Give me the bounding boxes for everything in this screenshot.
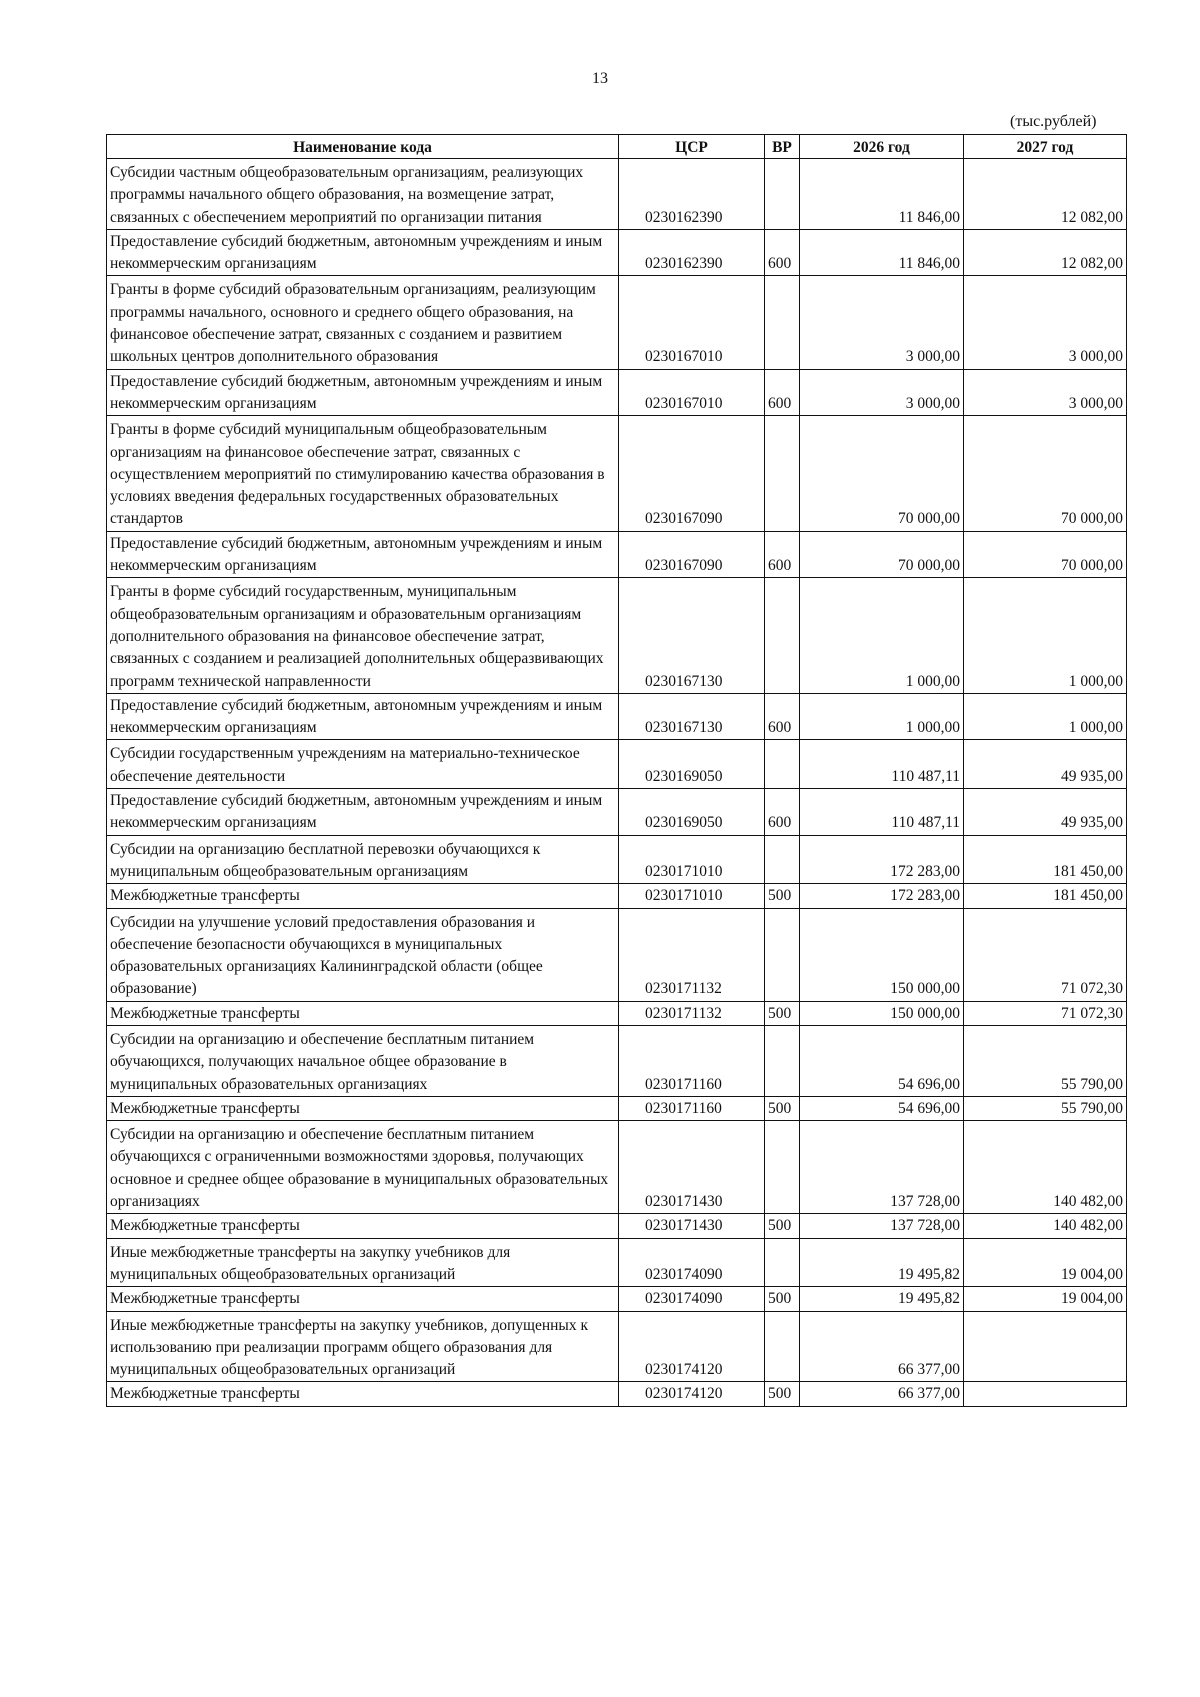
cell-csr: 0230162390 — [619, 229, 765, 276]
cell-2027: 181 450,00 — [964, 835, 1127, 884]
table-row — [107, 835, 1127, 884]
cell-name: Предоставление субсидий бюджетным, автономным учреждениям и иным некоммерческим организациям — [107, 789, 619, 836]
cell-2027 — [964, 1311, 1127, 1382]
cell-vr — [765, 740, 800, 789]
cell-name: Межбюджетные трансферты — [107, 1382, 619, 1406]
table-row — [107, 1001, 1127, 1025]
cell-2026: 172 283,00 — [800, 835, 964, 884]
cell-csr: 0230167010 — [619, 276, 765, 369]
cell-2026: 54 696,00 — [800, 1096, 964, 1120]
cell-2027: 71 072,30 — [964, 908, 1127, 1001]
cell-csr: 0230167130 — [619, 693, 765, 740]
cell-csr: 0230171160 — [619, 1096, 765, 1120]
cell-2027: 3 000,00 — [964, 369, 1127, 416]
cell-2026: 1 000,00 — [800, 578, 964, 693]
header-2026: 2026 год — [800, 135, 964, 159]
table-row — [107, 229, 1127, 276]
cell-name: Предоставление субсидий бюджетным, автономным учреждениям и иным некоммерческим организациям — [107, 369, 619, 416]
cell-2026: 70 000,00 — [800, 531, 964, 578]
table-row — [107, 369, 1127, 416]
cell-name: Субсидии на организацию бесплатной перевозки обучающихся к муниципальным общеобразовательным организациям — [107, 835, 619, 884]
units-label: (тыс.рублей) — [1010, 113, 1097, 130]
table-row — [107, 1025, 1127, 1096]
cell-name: Субсидии на организацию и обеспечение бесплатным питанием обучающихся с ограниченными возможностями здоровья, получающих основное и среднее общее образование в муниципальных образовательных организациях — [107, 1121, 619, 1214]
table-row — [107, 276, 1127, 369]
cell-csr: 0230171132 — [619, 908, 765, 1001]
cell-csr: 0230169050 — [619, 740, 765, 789]
table-row — [107, 908, 1127, 1001]
cell-csr: 0230174120 — [619, 1382, 765, 1406]
cell-vr — [765, 1238, 800, 1287]
cell-2026: 150 000,00 — [800, 908, 964, 1001]
cell-vr: 500 — [765, 1001, 800, 1025]
cell-vr: 600 — [765, 229, 800, 276]
cell-2027: 181 450,00 — [964, 884, 1127, 908]
cell-name: Субсидии государственным учреждениям на материально-техническое обеспечение деятельности — [107, 740, 619, 789]
cell-name: Субсидии на организацию и обеспечение бесплатным питанием обучающихся, получающих начальное общее образование в муниципальных образовательных организациях — [107, 1025, 619, 1096]
cell-2027: 70 000,00 — [964, 531, 1127, 578]
cell-csr: 0230171010 — [619, 884, 765, 908]
cell-csr: 0230167090 — [619, 416, 765, 531]
cell-2026: 70 000,00 — [800, 416, 964, 531]
cell-2026: 66 377,00 — [800, 1311, 964, 1382]
cell-2027: 55 790,00 — [964, 1025, 1127, 1096]
cell-2026: 3 000,00 — [800, 276, 964, 369]
cell-2027 — [964, 1382, 1127, 1406]
cell-2026: 137 728,00 — [800, 1121, 964, 1214]
cell-2026: 150 000,00 — [800, 1001, 964, 1025]
cell-2026: 172 283,00 — [800, 884, 964, 908]
cell-vr — [765, 578, 800, 693]
table-row — [107, 1382, 1127, 1406]
table-row — [107, 1214, 1127, 1238]
table-row — [107, 1096, 1127, 1120]
cell-name: Межбюджетные трансферты — [107, 1096, 619, 1120]
cell-2027: 12 082,00 — [964, 159, 1127, 230]
cell-vr: 600 — [765, 693, 800, 740]
cell-vr: 600 — [765, 369, 800, 416]
cell-2027: 140 482,00 — [964, 1214, 1127, 1238]
cell-2026: 11 846,00 — [800, 159, 964, 230]
cell-csr: 0230174090 — [619, 1238, 765, 1287]
header-vr: ВР — [765, 135, 800, 159]
cell-csr: 0230174090 — [619, 1287, 765, 1311]
cell-2027: 3 000,00 — [964, 276, 1127, 369]
cell-vr — [765, 835, 800, 884]
cell-vr: 600 — [765, 531, 800, 578]
table-row — [107, 1287, 1127, 1311]
cell-2027: 49 935,00 — [964, 740, 1127, 789]
header-name: Наименование кода — [107, 135, 619, 159]
cell-name: Предоставление субсидий бюджетным, автономным учреждениям и иным некоммерческим организациям — [107, 531, 619, 578]
table-row — [107, 159, 1127, 230]
cell-2027: 19 004,00 — [964, 1287, 1127, 1311]
cell-name: Субсидии на улучшение условий предоставления образования и обеспечение безопасности обучающихся в муниципальных образовательных организациях Калининградской области (общее образование) — [107, 908, 619, 1001]
cell-name: Субсидии частным общеобразовательным организациям, реализующих программы начального общего образования, на возмещение затрат, связанных с обеспечением мероприятий по организации питания — [107, 159, 619, 230]
cell-2026: 110 487,11 — [800, 789, 964, 836]
cell-vr: 500 — [765, 884, 800, 908]
cell-name: Гранты в форме субсидий муниципальным общеобразовательным организациям на финансовое обеспечение затрат, связанных с осуществлением мероприятий по стимулированию качества образования в условиях введения федеральных государственных образовательных стандартов — [107, 416, 619, 531]
cell-vr — [765, 416, 800, 531]
table-header-row — [107, 135, 1127, 159]
cell-vr — [765, 908, 800, 1001]
cell-2026: 66 377,00 — [800, 1382, 964, 1406]
cell-vr — [765, 1025, 800, 1096]
cell-vr: 500 — [765, 1096, 800, 1120]
cell-2026: 110 487,11 — [800, 740, 964, 789]
cell-2026: 1 000,00 — [800, 693, 964, 740]
cell-2026: 11 846,00 — [800, 229, 964, 276]
cell-vr — [765, 159, 800, 230]
cell-csr: 0230162390 — [619, 159, 765, 230]
cell-2026: 19 495,82 — [800, 1287, 964, 1311]
table-row — [107, 789, 1127, 836]
cell-2026: 19 495,82 — [800, 1238, 964, 1287]
budget-table — [106, 134, 1127, 1407]
page-number: 13 — [592, 70, 608, 87]
cell-2027: 70 000,00 — [964, 416, 1127, 531]
cell-csr: 0230167130 — [619, 578, 765, 693]
table-row — [107, 578, 1127, 693]
cell-csr: 0230167090 — [619, 531, 765, 578]
cell-name: Гранты в форме субсидий государственным, муниципальным общеобразовательным организациям и образовательным организациям дополнительного образования на финансовое обеспечение затрат, связанных с созданием и реализацией дополнительных общеразвивающих программ технической направленности — [107, 578, 619, 693]
cell-vr: 600 — [765, 789, 800, 836]
cell-csr: 0230171430 — [619, 1121, 765, 1214]
cell-csr: 0230171430 — [619, 1214, 765, 1238]
cell-2027: 19 004,00 — [964, 1238, 1127, 1287]
cell-csr: 0230171010 — [619, 835, 765, 884]
cell-name: Иные межбюджетные трансферты на закупку учебников для муниципальных общеобразовательных организаций — [107, 1238, 619, 1287]
cell-name: Предоставление субсидий бюджетным, автономным учреждениям и иным некоммерческим организациям — [107, 693, 619, 740]
table-row — [107, 1121, 1127, 1214]
cell-2027: 140 482,00 — [964, 1121, 1127, 1214]
cell-2027: 12 082,00 — [964, 229, 1127, 276]
cell-2027: 1 000,00 — [964, 693, 1127, 740]
cell-name: Межбюджетные трансферты — [107, 1287, 619, 1311]
cell-2027: 71 072,30 — [964, 1001, 1127, 1025]
table-body — [107, 159, 1127, 1407]
table-row — [107, 531, 1127, 578]
table-row — [107, 1238, 1127, 1287]
cell-name: Гранты в форме субсидий образовательным организациям, реализующим программы начального, основного и среднего общего образования, на финансовое обеспечение затрат, связанных с созданием и развитием школьных центров дополнительного образования — [107, 276, 619, 369]
cell-csr: 0230171160 — [619, 1025, 765, 1096]
cell-2027: 1 000,00 — [964, 578, 1127, 693]
cell-csr: 0230167010 — [619, 369, 765, 416]
cell-name: Межбюджетные трансферты — [107, 1214, 619, 1238]
cell-csr: 0230171132 — [619, 1001, 765, 1025]
table-row — [107, 884, 1127, 908]
table-row — [107, 416, 1127, 531]
cell-2026: 137 728,00 — [800, 1214, 964, 1238]
cell-name: Иные межбюджетные трансферты на закупку учебников, допущенных к использованию при реализации программ общего образования для муниципальных общеобразовательных организаций — [107, 1311, 619, 1382]
cell-vr — [765, 276, 800, 369]
header-2027: 2027 год — [964, 135, 1127, 159]
cell-vr: 500 — [765, 1287, 800, 1311]
cell-csr: 0230174120 — [619, 1311, 765, 1382]
table-row — [107, 1311, 1127, 1382]
cell-name: Межбюджетные трансферты — [107, 1001, 619, 1025]
cell-vr: 500 — [765, 1214, 800, 1238]
cell-2026: 54 696,00 — [800, 1025, 964, 1096]
cell-2027: 49 935,00 — [964, 789, 1127, 836]
table-row — [107, 740, 1127, 789]
cell-vr — [765, 1311, 800, 1382]
cell-vr — [765, 1121, 800, 1214]
table-row — [107, 693, 1127, 740]
cell-vr: 500 — [765, 1382, 800, 1406]
cell-name: Предоставление субсидий бюджетным, автономным учреждениям и иным некоммерческим организациям — [107, 229, 619, 276]
cell-name: Межбюджетные трансферты — [107, 884, 619, 908]
cell-2026: 3 000,00 — [800, 369, 964, 416]
header-csr: ЦСР — [619, 135, 765, 159]
cell-2027: 55 790,00 — [964, 1096, 1127, 1120]
cell-csr: 0230169050 — [619, 789, 765, 836]
